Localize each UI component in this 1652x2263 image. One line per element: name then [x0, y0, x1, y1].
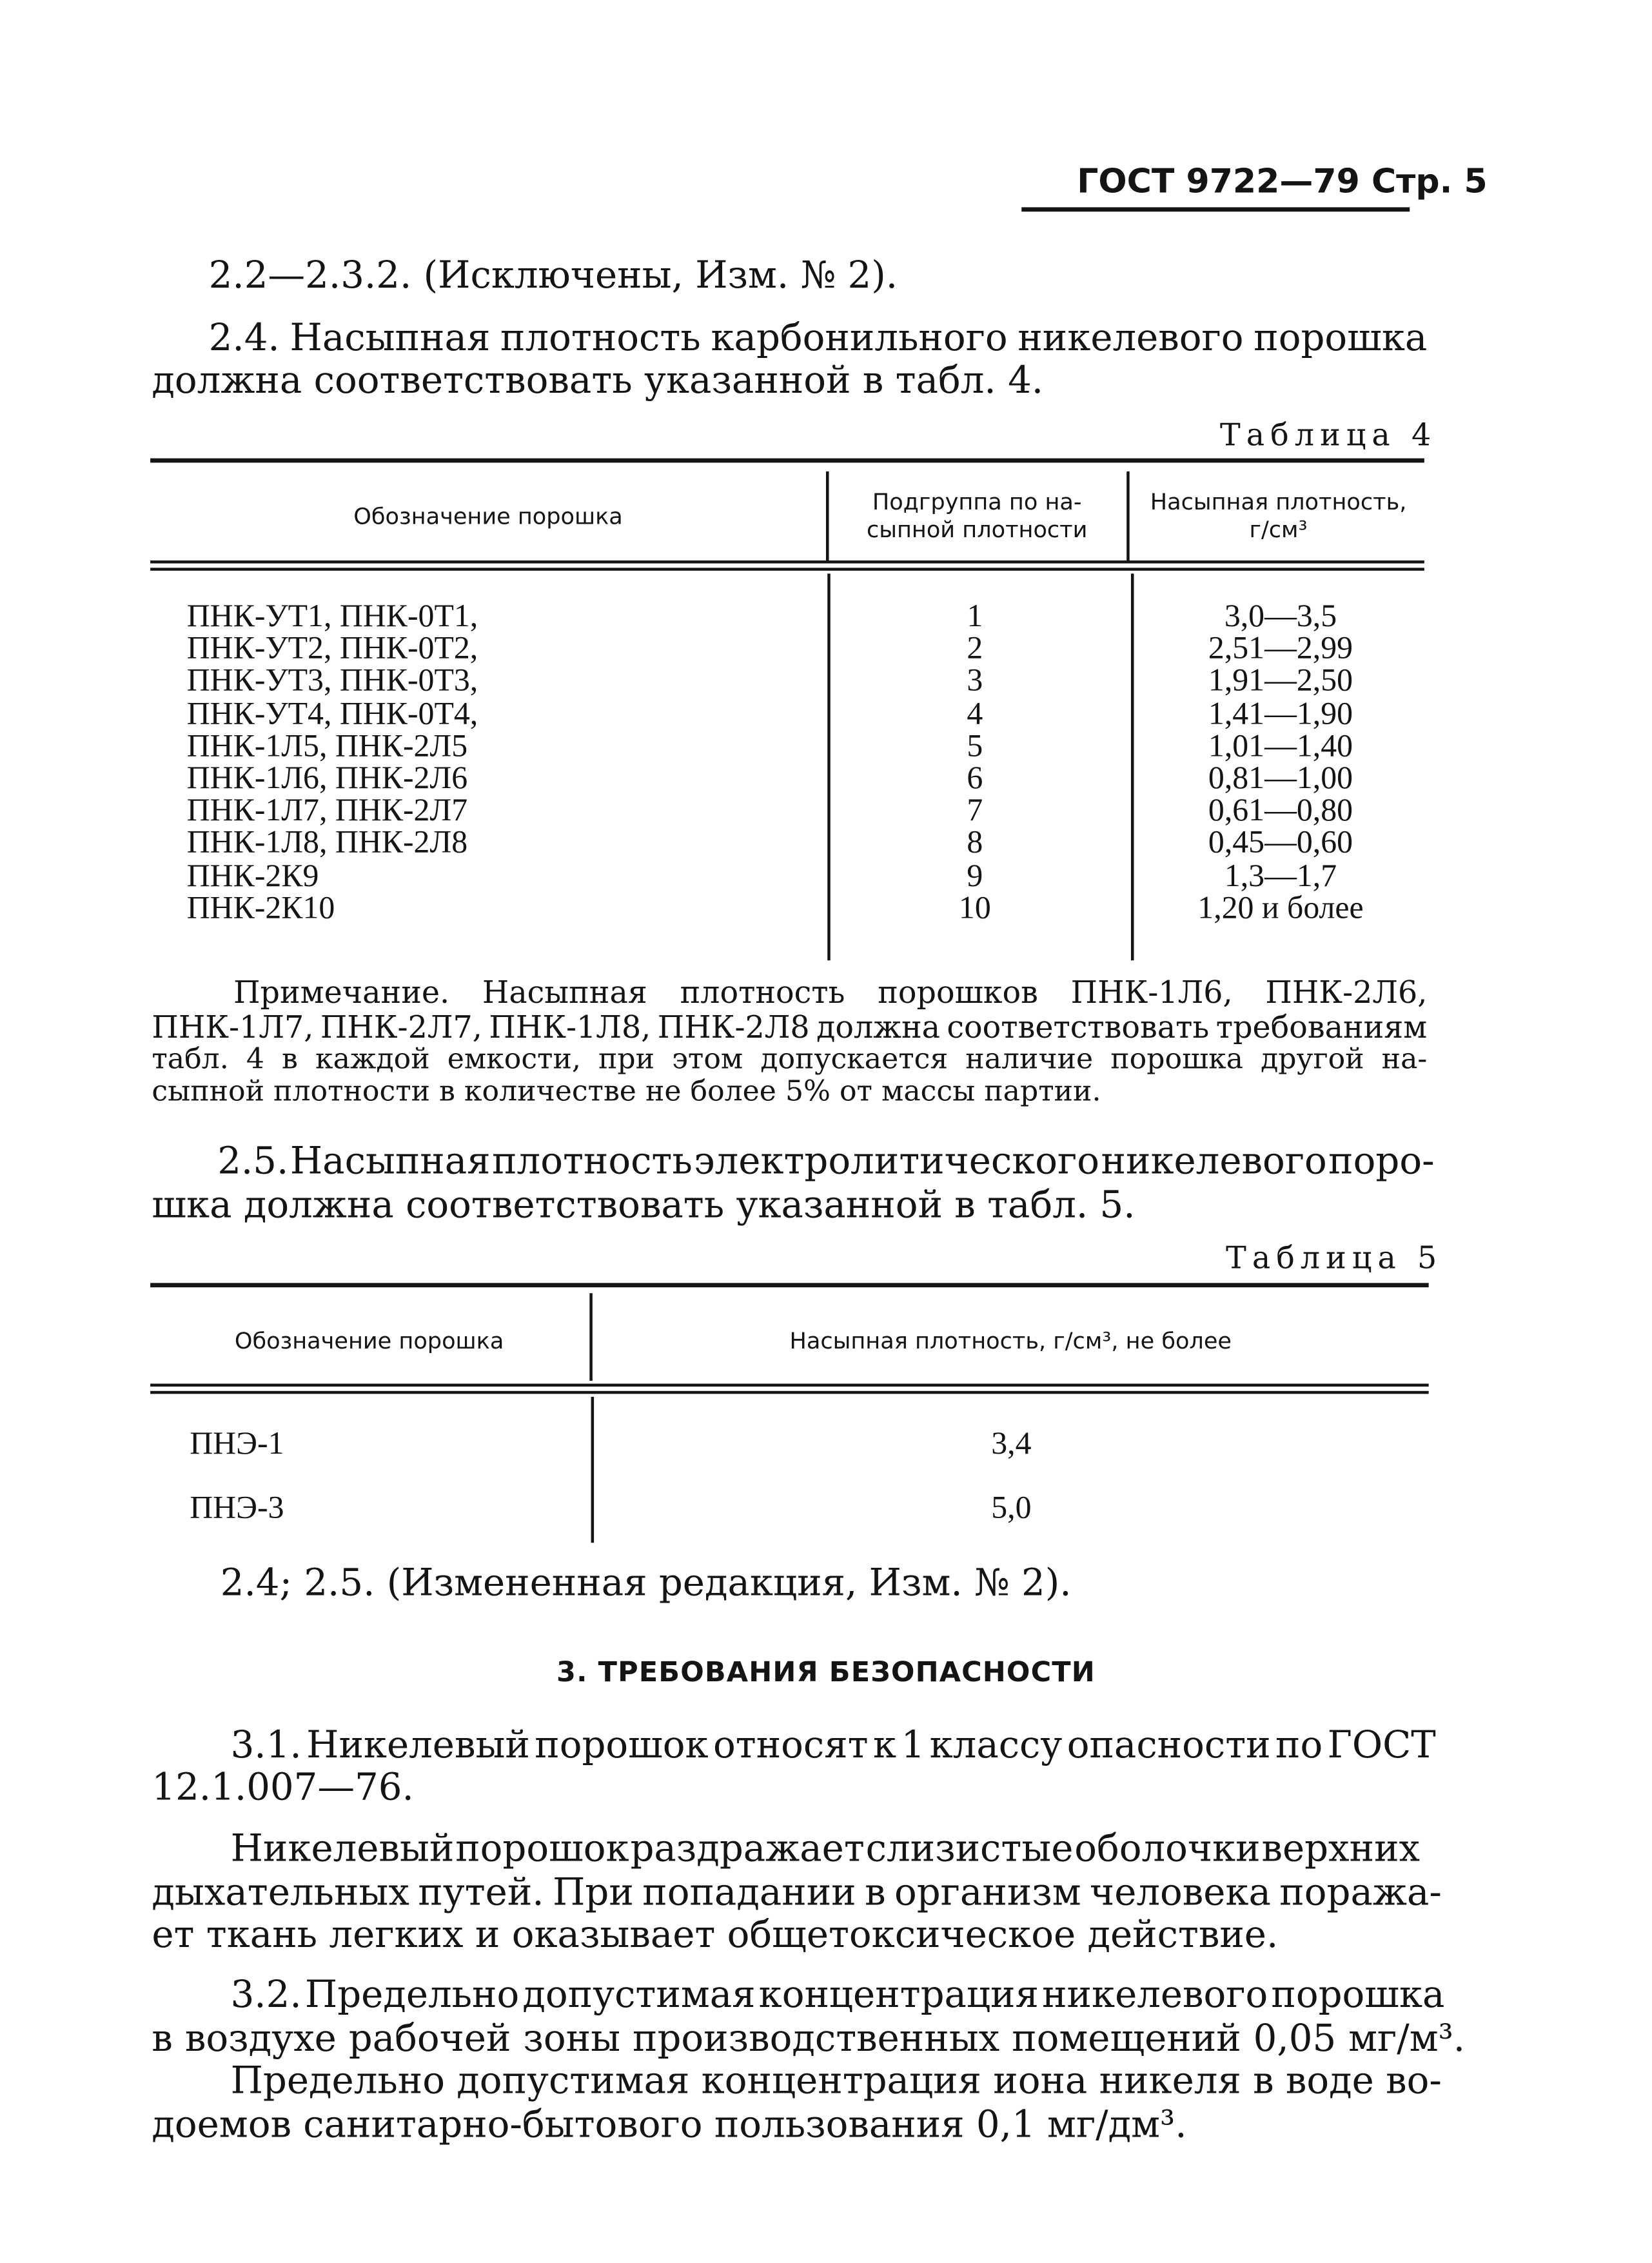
- table4-header-subgroup-line2: сыпной плотности: [866, 517, 1088, 543]
- table4-row-density: 3,0—3,5: [1224, 597, 1337, 634]
- word: 4: [246, 1042, 264, 1076]
- word: верхних: [1261, 1827, 1421, 1872]
- word: ПНК-1Л6,: [1070, 974, 1233, 1011]
- table4-row-designation: ПНК-2К9: [186, 856, 319, 893]
- table4-row-density: 2,51—2,99: [1208, 629, 1353, 666]
- word: относят: [713, 1723, 869, 1768]
- word: Примечание.: [233, 974, 450, 1011]
- para-3-2b-line2: доемов санитарно-бытового пользования 0,1 мг/дм³.: [152, 2103, 1187, 2148]
- word: 2.4.: [208, 317, 280, 361]
- table4-note-line2: [152, 1010, 1427, 1047]
- table4-row-designation: ПНК-УТ2, ПНК-0Т2,: [186, 629, 478, 666]
- word: рабочей: [348, 2017, 511, 2061]
- word: попадании: [642, 1871, 856, 1915]
- word: порошка: [1254, 317, 1428, 361]
- table4-header-density-line2: г/см³: [1249, 517, 1308, 543]
- word: Никелевый: [230, 1827, 455, 1872]
- word: дыхательных: [152, 1871, 409, 1915]
- table4-note-line1: [233, 975, 1427, 1012]
- table4-note-line3: [152, 1042, 1427, 1077]
- table4-header-subgroup-line1: Подгруппа по на-: [872, 489, 1082, 515]
- para-3-1b-line3: ет ткань легких и оказывает общетоксическое действие.: [152, 1913, 1279, 1957]
- table4-row-density: 1,41—1,90: [1208, 694, 1353, 731]
- word: ПНК-2Л7,: [320, 1010, 482, 1045]
- word: раздражает: [630, 1827, 865, 1872]
- word: никелевого: [1018, 317, 1244, 361]
- word: Никелевый: [306, 1723, 530, 1768]
- word: по: [1275, 1723, 1323, 1768]
- para-3-1b-line1: [231, 1824, 1421, 1874]
- para-2-2: 2.2—2.3.2. (Исключены, Изм. № 2).: [208, 253, 898, 298]
- word: допустимая: [522, 1973, 756, 2017]
- table5-top-rule: [150, 1283, 1429, 1287]
- word: допускается: [760, 1042, 949, 1076]
- table5-col-divider-header: [589, 1293, 592, 1381]
- table4-header-rule-1: [150, 560, 1424, 562]
- word: емкости,: [447, 1042, 581, 1076]
- word: слизистые: [865, 1827, 1074, 1872]
- table4-caption: Таблица 4: [1220, 417, 1437, 453]
- word: воде: [1285, 2059, 1374, 2104]
- para-3-2b-line1: [231, 2057, 1442, 2106]
- word: каждой: [315, 1042, 430, 1076]
- word: воздухе: [184, 2017, 337, 2061]
- word: порошка: [1271, 1973, 1445, 2017]
- table5-row1-designation: ПНЭ-1: [190, 1424, 284, 1461]
- word: 3.2.: [230, 1973, 302, 2017]
- word: к: [872, 1723, 897, 1768]
- table4-row-subgroup: 3: [967, 662, 983, 698]
- table4-row-designation: ПНК-1Л5, ПНК-2Л5: [186, 726, 468, 764]
- word: человека: [1090, 1871, 1271, 1915]
- word: Насыпная: [290, 1140, 491, 1184]
- word: 0,05: [1253, 2017, 1337, 2061]
- table4-row-density: 1,01—1,40: [1208, 726, 1353, 764]
- word: путей.: [418, 1871, 544, 1915]
- para-3-2-line1: [231, 1970, 1445, 2020]
- word: в: [1253, 2059, 1274, 2104]
- para-2-5-line2: шка должна соответствовать указанной в табл. 5.: [152, 1183, 1136, 1228]
- table4-col-divider-2-body: [1131, 573, 1134, 960]
- word: плотность: [492, 1140, 693, 1184]
- para-2-4-line2: должна соответствовать указанной в табл. 4.: [152, 359, 1044, 403]
- word: на-: [1381, 1042, 1428, 1076]
- table5-header-rule-2: [150, 1391, 1429, 1393]
- table5-header-rule-1: [150, 1384, 1429, 1386]
- table5-header-density: Насыпная плотность, г/см³, не более: [789, 1328, 1232, 1355]
- word: плотность: [680, 974, 845, 1011]
- table4-row-subgroup: 8: [967, 824, 983, 860]
- word: в: [865, 1871, 886, 1915]
- table4-row-density: 0,61—0,80: [1208, 791, 1353, 828]
- table4-col-divider-2-header: [1126, 471, 1129, 562]
- word: ПНК-2Л8: [657, 1010, 810, 1045]
- word: при: [598, 1042, 655, 1076]
- table4-header-rule-2: [150, 568, 1424, 569]
- page-header: ГОСТ 9722—79 Стр. 5: [1077, 163, 1488, 202]
- table4-row-subgroup: 6: [967, 758, 983, 796]
- word: допустимая: [457, 2059, 690, 2104]
- table4-row-density: 1,20 и более: [1197, 888, 1364, 925]
- table4-row-subgroup: 2: [967, 629, 983, 666]
- word: Предельно: [304, 1973, 520, 2017]
- word: ПНК-1Л7,: [152, 1010, 314, 1045]
- word: этом: [672, 1042, 743, 1076]
- word: оболочки: [1074, 1827, 1261, 1872]
- table4-row-subgroup: 4: [967, 694, 983, 731]
- table4-row-density: 0,81—1,00: [1208, 758, 1353, 796]
- amendment-note: 2.4; 2.5. (Измененная редакция, Изм. № 2).: [220, 1561, 1072, 1606]
- word: плотность: [500, 317, 701, 361]
- word: 1: [901, 1723, 925, 1768]
- table4-row-designation: ПНК-1Л8, ПНК-2Л8: [186, 824, 468, 860]
- word: При: [553, 1871, 634, 1915]
- table4-row-density: 1,3—1,7: [1224, 856, 1337, 893]
- word: карбонильного: [711, 317, 1008, 361]
- table4-row-designation: ПНК-1Л6, ПНК-2Л6: [186, 758, 468, 796]
- table5-caption: Таблица 5: [1226, 1240, 1443, 1276]
- word: электролитического: [694, 1140, 1100, 1184]
- table4-row-subgroup: 1: [967, 597, 983, 634]
- word: порошок: [455, 1827, 629, 1872]
- word: в: [282, 1042, 298, 1076]
- word: организм: [894, 1871, 1081, 1915]
- word: наличие: [965, 1042, 1094, 1076]
- table4-note-line4: сыпной плотности в количестве не более 5% от массы партии.: [152, 1074, 1101, 1108]
- word: никелевого: [1042, 1973, 1268, 2017]
- table4-row-designation: ПНК-УТ4, ПНК-0Т4,: [186, 694, 478, 731]
- table4-row-subgroup: 7: [967, 791, 983, 828]
- word: никелевого: [1101, 1140, 1327, 1184]
- table4-density-column: [1160, 597, 1401, 925]
- table5-row2-designation: ПНЭ-3: [190, 1488, 284, 1526]
- word: требованиям: [1215, 1010, 1428, 1045]
- table4-row-designation: ПНК-2К10: [186, 888, 335, 925]
- word: концентрация: [701, 2059, 981, 2104]
- word: другой: [1261, 1042, 1364, 1076]
- word: соответствовать: [947, 1010, 1210, 1045]
- table4-subgroup-column: [902, 597, 1048, 925]
- word: мг/м³.: [1348, 2017, 1466, 2061]
- word: Насыпная: [482, 974, 647, 1011]
- word: никеля: [1099, 2059, 1241, 2104]
- word: порошок: [535, 1723, 709, 1768]
- word: в: [152, 2017, 173, 2061]
- word: зоны: [523, 2017, 621, 2061]
- word: Предельно: [230, 2059, 445, 2104]
- table4-row-subgroup: 5: [967, 726, 983, 764]
- header-rule: [1021, 207, 1410, 212]
- word: ПНК-2Л6,: [1265, 974, 1428, 1011]
- table5-row2-density: 5,0: [991, 1488, 1032, 1526]
- para-3-1-line2: 12.1.007—76.: [152, 1766, 414, 1810]
- table4-header-density: [1131, 489, 1426, 544]
- word: концентрация: [758, 1973, 1039, 2017]
- word: порошков: [878, 974, 1038, 1011]
- table5-row1-density: 3,4: [991, 1424, 1032, 1461]
- table4-row-designation: ПНК-УТ3, ПНК-0Т3,: [186, 662, 478, 698]
- table4-row-designation: ПНК-1Л7, ПНК-2Л7: [186, 791, 468, 828]
- table4-row-density: 1,91—2,50: [1208, 662, 1353, 698]
- table4-row-designation: ПНК-УТ1, ПНК-0Т1,: [186, 597, 478, 634]
- word: должна: [816, 1010, 940, 1045]
- word: табл.: [152, 1042, 229, 1076]
- table5-col-divider-body: [591, 1397, 594, 1543]
- table4-row-subgroup: 10: [958, 888, 991, 925]
- word: порошка: [1110, 1042, 1243, 1076]
- table4-header-designation: Обозначение порошка: [353, 503, 623, 530]
- word: помещений: [1012, 2017, 1241, 2061]
- word: во-: [1386, 2059, 1442, 2104]
- word: опасности: [1067, 1723, 1271, 1768]
- para-2-5-line1: [217, 1137, 1435, 1187]
- table5-header-designation: Обозначение порошка: [234, 1328, 504, 1355]
- table4-col-divider-1-body: [827, 573, 830, 960]
- word: Насыпная: [290, 317, 491, 361]
- word: ГОСТ: [1327, 1723, 1436, 1768]
- word: поража-: [1279, 1871, 1442, 1915]
- table4-row-subgroup: 9: [967, 856, 983, 893]
- table4-top-rule: [150, 459, 1424, 462]
- table4-designation-column: [186, 597, 478, 925]
- word: производственных: [633, 2017, 1000, 2061]
- table4-header-density-line1: Насыпная плотность,: [1150, 489, 1407, 515]
- word: поро-: [1328, 1140, 1435, 1184]
- word: иона: [993, 2059, 1088, 2104]
- table4-header-subgroup: [827, 489, 1126, 544]
- section-3-heading: 3. ТРЕБОВАНИЯ БЕЗОПАСНОСТИ: [556, 1656, 1096, 1689]
- word: классу: [929, 1723, 1063, 1768]
- word: 2.5.: [217, 1140, 289, 1184]
- table4-row-density: 0,45—0,60: [1208, 824, 1353, 860]
- word: 3.1.: [230, 1723, 302, 1768]
- word: ПНК-1Л8,: [489, 1010, 651, 1045]
